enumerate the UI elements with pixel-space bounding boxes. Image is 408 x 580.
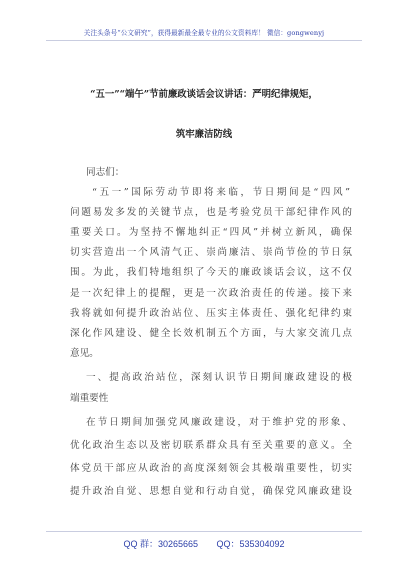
footer-qq-group: QQ 群：30265665 [123,539,198,549]
salutation: 同志们： [86,167,125,178]
section-heading-line: 端重要性 [70,393,109,404]
section-heading-line: 一、提高政治站位，深刻认识节日期间廉政建设的极 [86,372,352,383]
document-title-line-2: 筑牢廉洁防线 [175,129,233,140]
paragraph-line: 是一次纪律上的提醒，更是一次政治责任的传递。接下来 [70,288,352,299]
paragraph-line: 优化政治生态以及密切联系群众具有至关重要的意义。全 [70,440,352,451]
paragraph-line: 意见。 [70,348,99,359]
paragraph-line: 体党员干部应从政治的高度深刻领会其极端重要性，切实 [70,463,352,474]
paragraph-line: 在节日期间加强党风廉政建设，对于维护党的形象、 [86,417,352,428]
document-title-line-1: “五一”“端午”节前廉政谈话会议讲话：严明纪律规矩， [90,89,318,100]
paragraph-line: “五一”国际劳动节即将来临，节日期间是“四风” [92,187,350,198]
paragraph-line: 深化作风建设、健全长效机制五个方面，与大家交流几点 [70,328,352,339]
paragraph-line: 我将就如何提升政治站位、压实主体责任、强化纪律约束 [70,308,352,319]
paragraph-line: 重要关口。为坚持不懈地纠正“四风”并树立新风，确保 [70,227,352,238]
header-divider [46,40,362,41]
paragraph-line: 切实营造出一个风清气正、崇尚廉洁、崇尚节俭的节日氛 [70,247,352,258]
footer-qq: QQ：535304092 [216,539,285,549]
header-banner: 关注头条号“公文研究”，获得最新最全最专业的公文资料库！ 微信：gongwenyj [83,29,325,37]
footer-contact [0,537,408,550]
footer-divider [46,531,362,532]
paragraph-line: 问题易发多发的关键节点，也是考验党员干部纪律作风的 [70,207,352,218]
paragraph-line: 围。为此，我们特地组织了今天的廉政谈话会议，这不仅 [70,267,352,278]
paragraph-line: 提升政治自觉、思想自觉和行动自觉，确保党风廉政建设 [70,486,352,497]
